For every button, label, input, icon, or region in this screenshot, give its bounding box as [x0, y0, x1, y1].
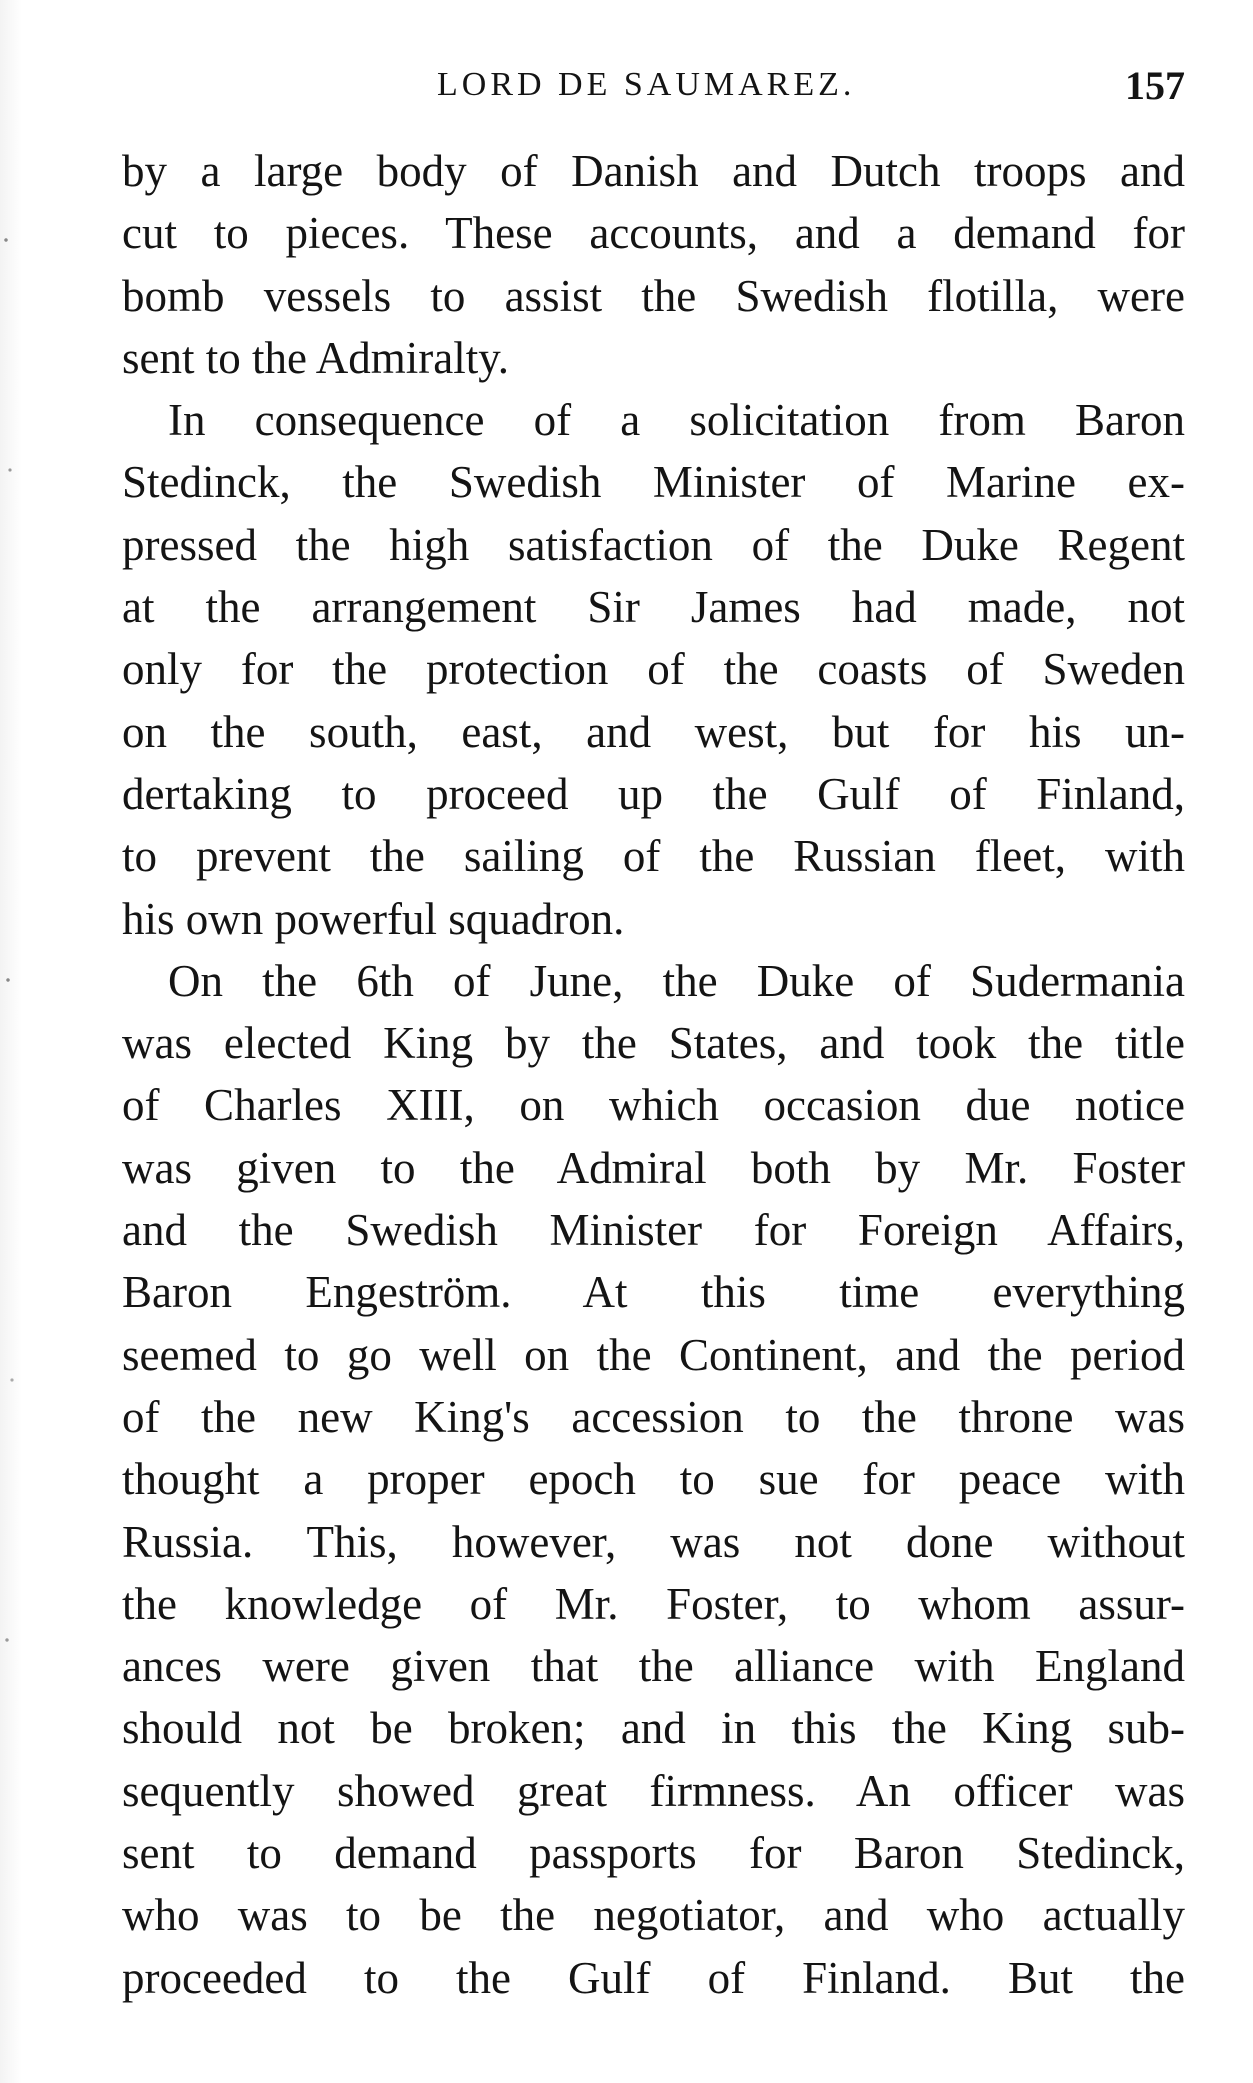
text-line: should not be broken; and in this the King sub-	[122, 1703, 1185, 1754]
text-line: on the south, east, and west, but for his un-	[122, 706, 1185, 757]
text-line: Russia. This, however, was not done without	[122, 1516, 1185, 1567]
text-line: by a large body of Danish and Dutch troops and	[122, 146, 1185, 196]
text-line: was given to the Admiral both by Mr. Foster	[122, 1142, 1185, 1193]
text-line: to prevent the sailing of the Russian fleet, with	[122, 831, 1185, 882]
page-number: 157	[1125, 63, 1185, 108]
text-line: sequently showed great firmness. An officer was	[122, 1765, 1185, 1816]
text-line: of Charles XIII, on which occasion due notice	[122, 1080, 1185, 1131]
page-header	[122, 62, 1185, 112]
text-line: who was to be the negotiator, and who actually	[122, 1890, 1185, 1941]
text-line: ances were given that the alliance with England	[122, 1641, 1185, 1692]
text-line: only for the protection of the coasts of Sweden	[122, 644, 1185, 695]
text-line: pressed the high satisfaction of the Duke Regent	[122, 519, 1185, 570]
running-title: LORD DE SAUMAREZ.	[437, 66, 856, 103]
text-line: proceeded to the Gulf of Finland. But the	[122, 1952, 1185, 2003]
text-line: thought a proper epoch to sue for peace with	[122, 1454, 1185, 1505]
text-line: dertaking to proceed up the Gulf of Finland,	[122, 768, 1185, 819]
body-text	[122, 140, 1185, 2009]
text-line: the knowledge of Mr. Foster, to whom assur-	[122, 1578, 1185, 1629]
text-line: Baron Engeström. At this time everything	[122, 1267, 1185, 1318]
text-line: sent to the Admiralty.	[122, 332, 510, 383]
text-line: and the Swedish Minister for Foreign Affairs,	[122, 1205, 1185, 1256]
text-line: seemed to go well on the Continent, and the period	[122, 1329, 1185, 1380]
text-line: In consequence of a solicitation from Baron	[168, 395, 1185, 446]
text-line: his own powerful squadron.	[122, 893, 625, 944]
text-line: bomb vessels to assist the Swedish flotilla, were	[122, 270, 1185, 321]
text-line: was elected King by the States, and took the title	[122, 1018, 1185, 1069]
page-gutter-shadow	[0, 0, 22, 2083]
text-line: On the 6th of June, the Duke of Sudermania	[168, 955, 1185, 1006]
text-line: at the arrangement Sir James had made, not	[122, 582, 1185, 633]
text-line: Stedinck, the Swedish Minister of Marine ex-	[122, 457, 1185, 508]
text-line: sent to demand passports for Baron Stedinck,	[122, 1828, 1185, 1879]
text-line: cut to pieces. These accounts, and a demand for	[122, 208, 1185, 259]
text-line: of the new King's accession to the throne was	[122, 1391, 1185, 1442]
